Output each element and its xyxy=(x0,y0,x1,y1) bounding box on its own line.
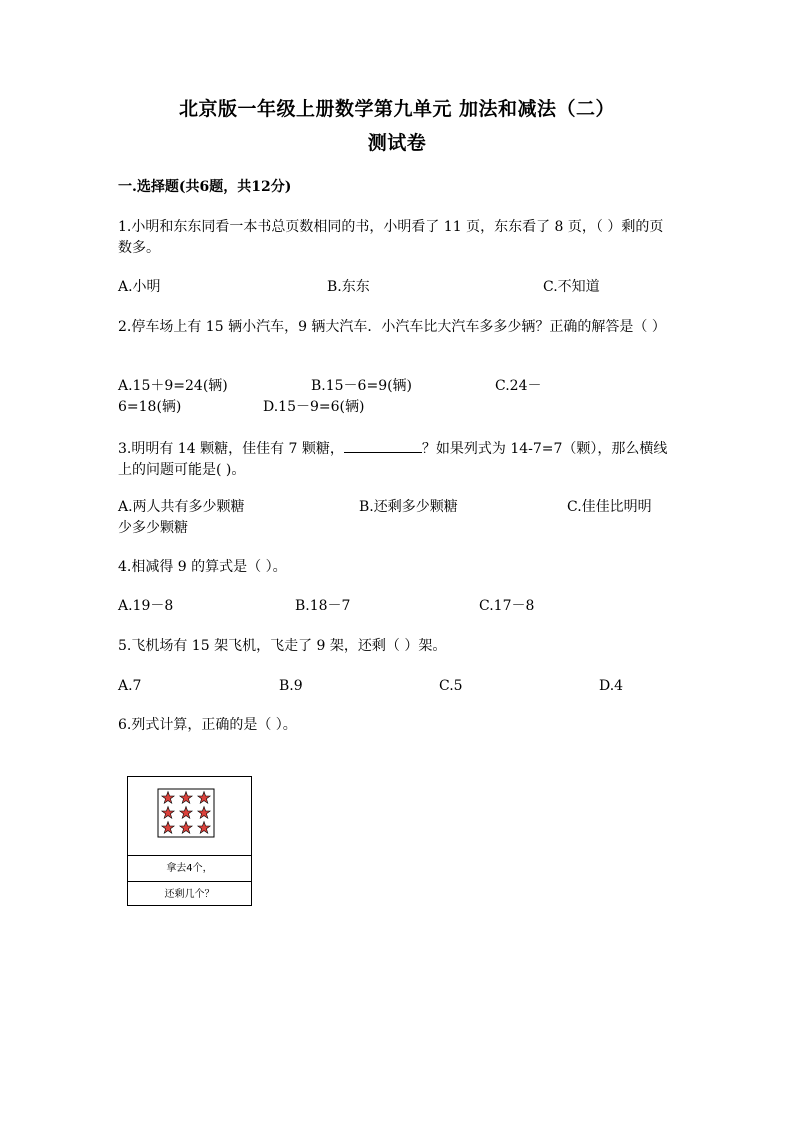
q5-option-b[interactable]: B.9 xyxy=(279,678,303,694)
section-heading: 一.选择题(共6题，共12分) xyxy=(118,179,292,195)
q1-option-b[interactable]: B.东东 xyxy=(327,279,370,295)
q2-option-d[interactable]: D.15－9=6(辆) xyxy=(263,399,365,415)
question-3-text-after: ？如果列式为 14-7=7（颗），那么横线上的问题可能是( )。 xyxy=(118,441,668,478)
q5-option-d[interactable]: D.4 xyxy=(599,678,624,694)
q2-option-a[interactable]: A.15＋9=24(辆) xyxy=(118,378,228,394)
q5-option-c[interactable]: C.5 xyxy=(439,678,463,694)
question-1-text: 1.小明和东东同看一本书总页数相同的书，小明看了 11 页，东东看了 8 页，（ ）剩的页数多。 xyxy=(118,219,664,256)
star-grid xyxy=(162,792,210,834)
q4-option-b[interactable]: B.18－7 xyxy=(295,598,351,614)
question-4-text: 4.相减得 9 的算式是（ ）。 xyxy=(118,559,287,575)
figure-caption-question: 还剩几个？ xyxy=(164,889,215,900)
figure-caption-take-away: 拿去4个， xyxy=(128,856,251,882)
q3-option-a[interactable]: A.两人共有多少颗糖 xyxy=(118,499,245,515)
q3-option-b[interactable]: B.还剩多少颗糖 xyxy=(359,499,458,515)
question-3-text xyxy=(118,438,670,481)
question-6-text: 6.列式计算，正确的是（ ）。 xyxy=(118,717,297,733)
question-5-text: 5.飞机场有 15 架飞机，飞走了 9 架，还剩（ ）架。 xyxy=(118,638,447,654)
q1-option-c[interactable]: C.不知道 xyxy=(543,279,600,295)
q3-option-c[interactable]: C.佳佳比明明 xyxy=(567,499,652,515)
answer-blank-line xyxy=(344,438,422,453)
q2-option-b[interactable]: B.15－6=9(辆) xyxy=(311,378,413,394)
question-6-figure xyxy=(127,776,252,906)
q2-option-c[interactable]: C.24－ xyxy=(495,378,542,394)
page-title: 北京版一年级上册数学第九单元 加法和减法（二） xyxy=(178,98,616,120)
q4-option-a[interactable]: A.19－8 xyxy=(118,598,174,614)
q4-option-c[interactable]: C.17－8 xyxy=(479,598,535,614)
q1-option-a[interactable]: A.小明 xyxy=(118,279,161,295)
question-2-text: 2.停车场上有 15 辆小汽车，9 辆大汽车．小汽车比大汽车多多少辆？正确的解答是（ ） xyxy=(118,319,666,335)
q2-option-c-continued: 6=18(辆) xyxy=(118,399,182,415)
q5-option-a[interactable]: A.7 xyxy=(118,678,142,694)
q3-option-c-continued: 少多少颗糖 xyxy=(118,520,188,536)
page-subtitle: 测试卷 xyxy=(367,132,427,154)
question-3-text-before: 3.明明有 14 颗糖，佳佳有 7 颗糖， xyxy=(118,441,344,457)
stars-picture xyxy=(128,777,251,856)
